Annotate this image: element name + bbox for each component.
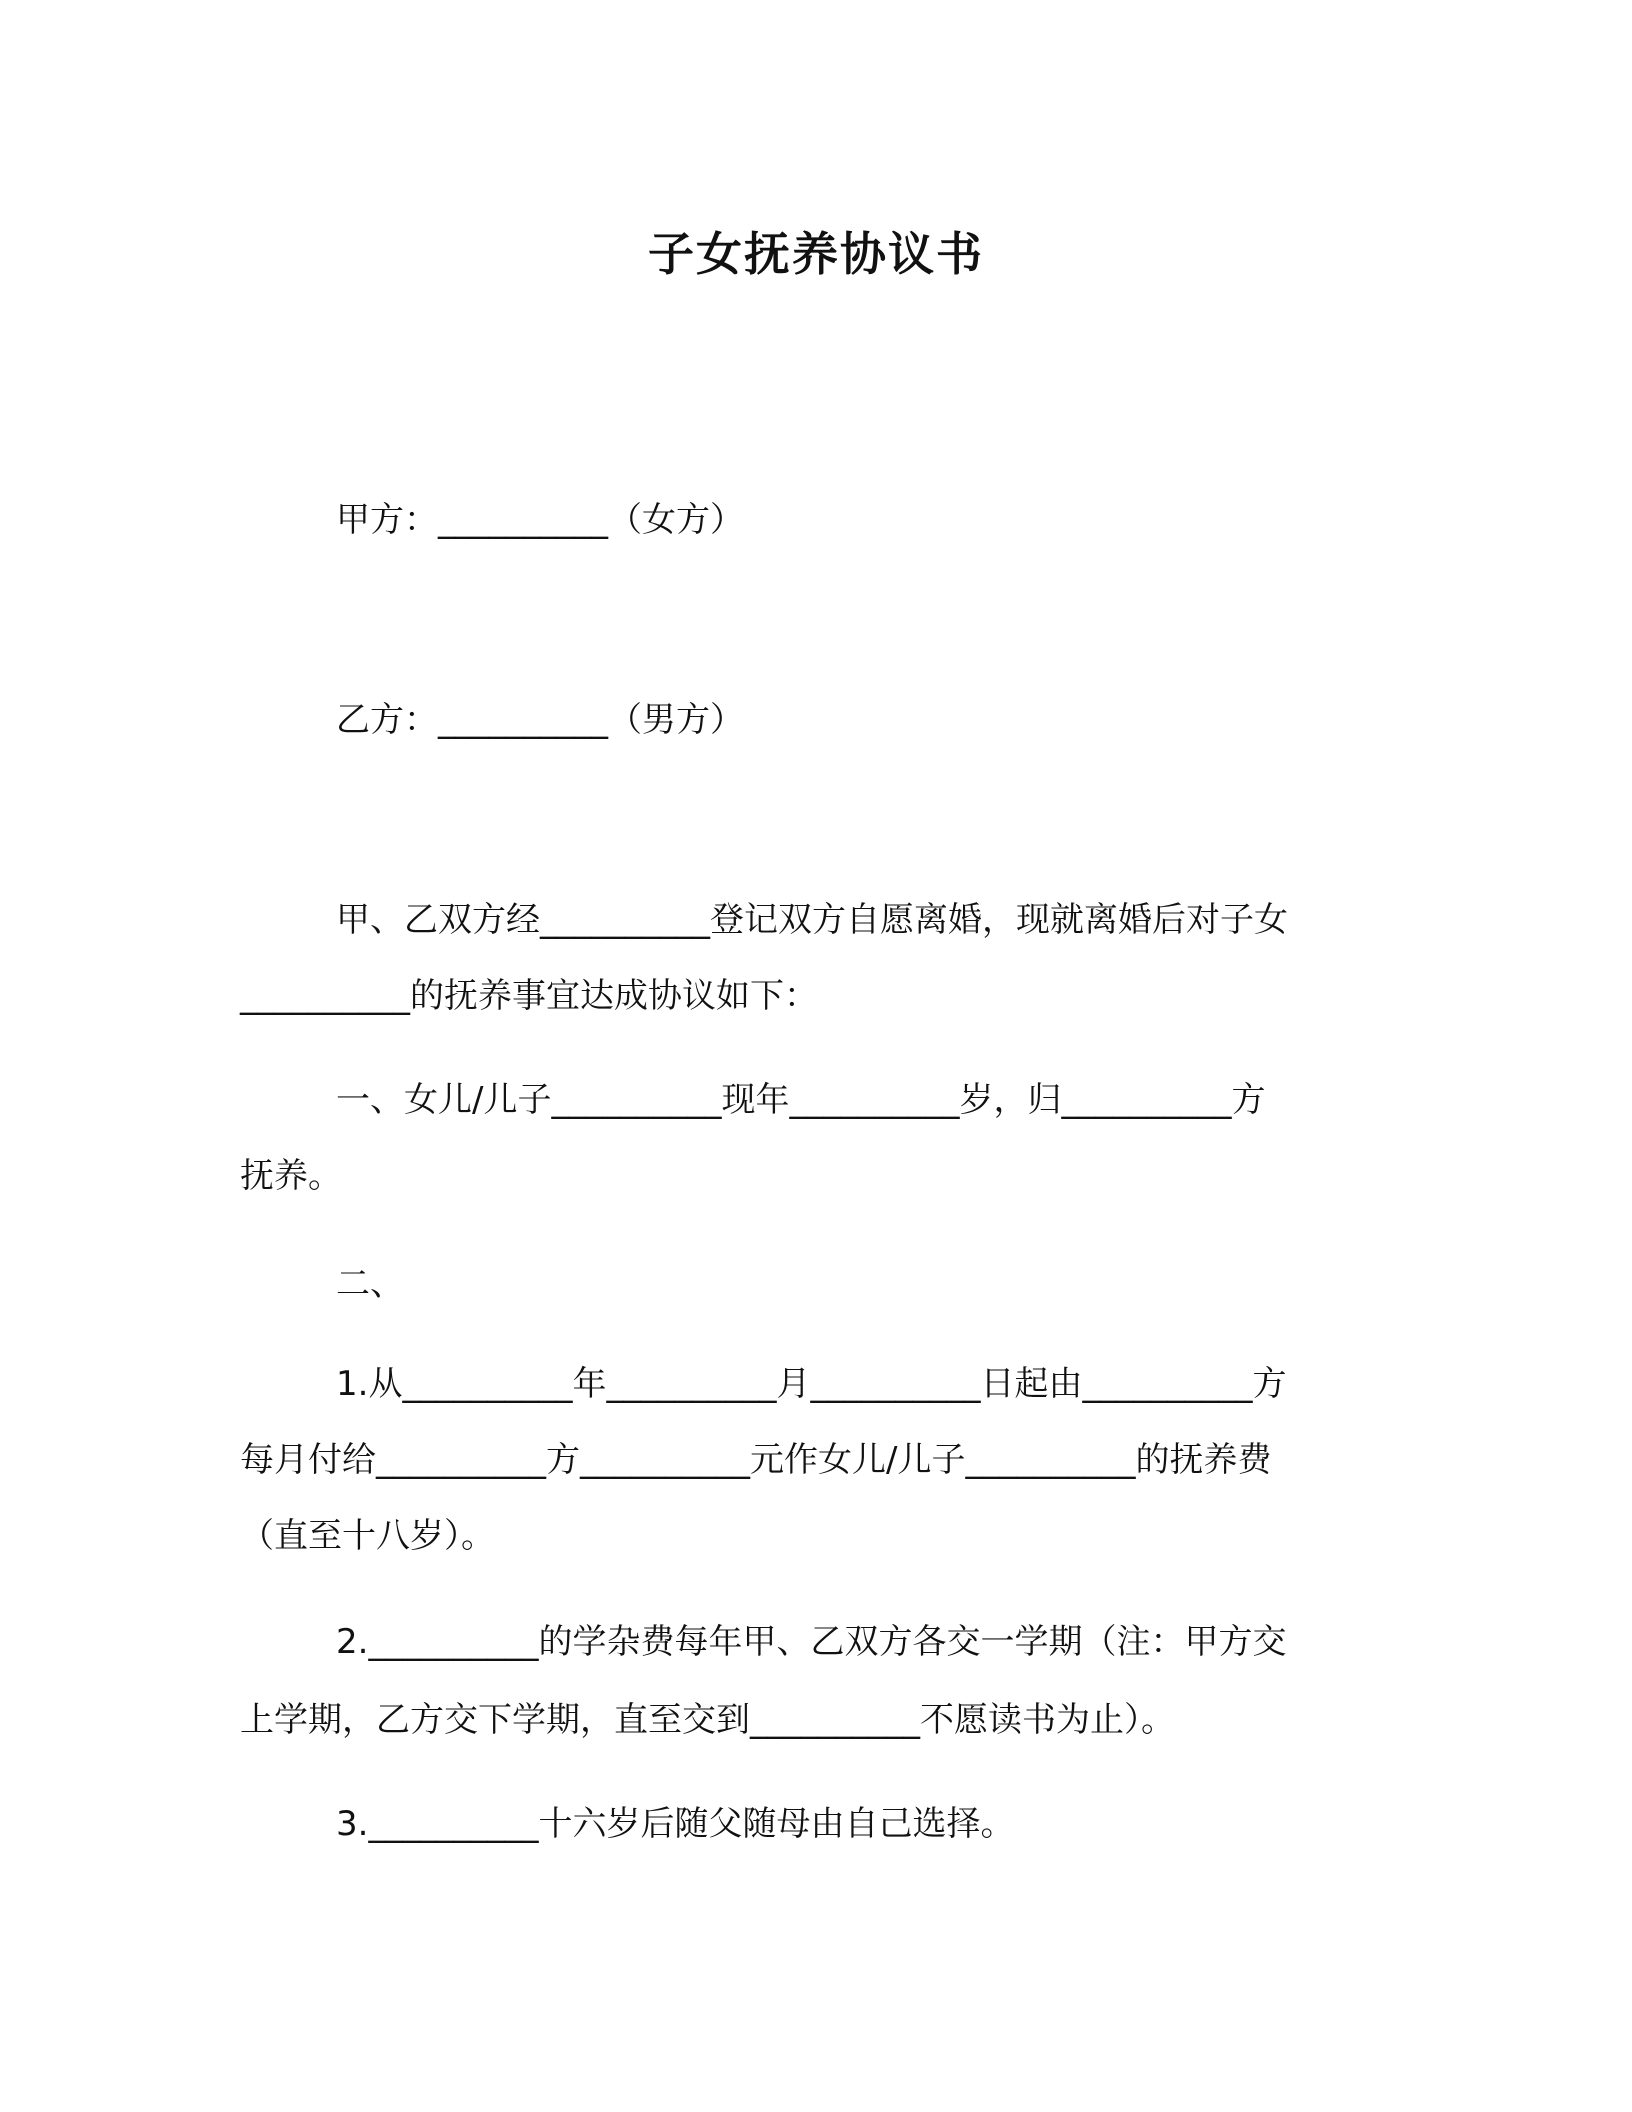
- clause-2-heading: 二、: [336, 1264, 404, 1304]
- party-b-line: 乙方：__________（男方）: [336, 700, 744, 740]
- intro-line-2: __________的抚养事宜达成协议如下：: [240, 976, 818, 1016]
- document-title: 子女抚养协议书: [648, 227, 984, 281]
- clause-2-1-line-2: 每月付给__________方__________元作女儿/儿子__________的抚养费: [240, 1440, 1272, 1480]
- clause-2-2-line-2: 上学期，乙方交下学期，直至交到__________不愿读书为止）。: [240, 1700, 1175, 1740]
- clause-1-line-2: 抚养。: [240, 1156, 342, 1196]
- clause-2-1-line-3: （直至十八岁）。: [240, 1516, 495, 1556]
- party-a-line: 甲方：__________（女方）: [336, 500, 744, 540]
- clause-2-2-line-1: 2.__________的学杂费每年甲、乙双方各交一学期（注：甲方交: [336, 1622, 1287, 1662]
- clause-2-3-line: 3.__________十六岁后随父随母由自己选择。: [336, 1804, 1015, 1844]
- clause-2-1-line-1: 1.从__________年__________月__________日起由__________方: [336, 1364, 1287, 1404]
- clause-1-line-1: 一、女儿/儿子__________现年__________岁，归__________方: [336, 1080, 1266, 1120]
- intro-line-1: 甲、乙双方经__________登记双方自愿离婚，现就离婚后对子女: [336, 900, 1288, 940]
